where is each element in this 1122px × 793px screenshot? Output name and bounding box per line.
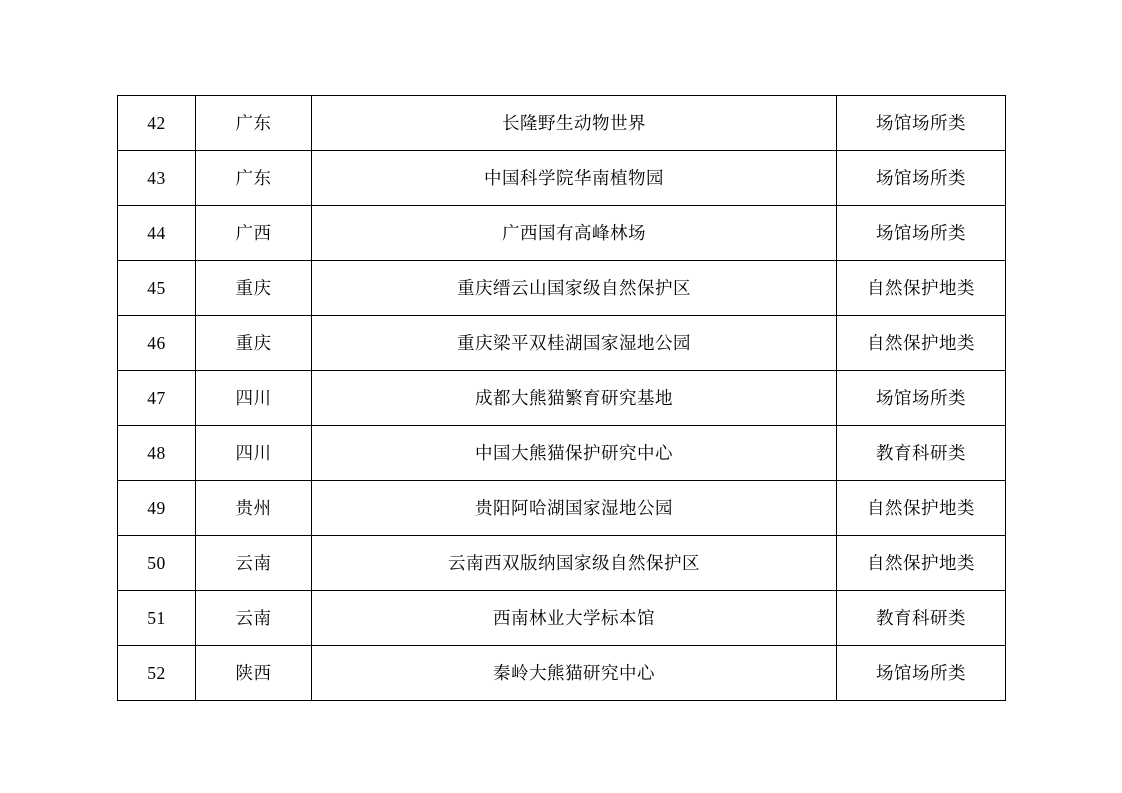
cell-region: 广东 — [196, 96, 312, 151]
cell-category: 自然保护地类 — [837, 481, 1006, 536]
cell-index: 50 — [118, 536, 196, 591]
cell-region: 重庆 — [196, 316, 312, 371]
cell-category: 自然保护地类 — [837, 536, 1006, 591]
table-row — [118, 261, 1006, 316]
cell-name: 成都大熊猫繁育研究基地 — [312, 371, 837, 426]
cell-category: 教育科研类 — [837, 426, 1006, 481]
cell-name: 长隆野生动物世界 — [312, 96, 837, 151]
cell-category: 场馆场所类 — [837, 371, 1006, 426]
table-row — [118, 536, 1006, 591]
cell-region: 贵州 — [196, 481, 312, 536]
table-row — [118, 371, 1006, 426]
cell-region: 广东 — [196, 151, 312, 206]
table-body — [118, 96, 1006, 701]
cell-region: 云南 — [196, 591, 312, 646]
cell-category: 自然保护地类 — [837, 261, 1006, 316]
listing-table — [117, 95, 1006, 701]
cell-region: 四川 — [196, 426, 312, 481]
table-row — [118, 206, 1006, 261]
cell-index: 43 — [118, 151, 196, 206]
cell-index: 51 — [118, 591, 196, 646]
cell-region: 四川 — [196, 371, 312, 426]
cell-name: 重庆缙云山国家级自然保护区 — [312, 261, 837, 316]
table-row — [118, 591, 1006, 646]
table-row — [118, 96, 1006, 151]
cell-region: 重庆 — [196, 261, 312, 316]
cell-index: 48 — [118, 426, 196, 481]
cell-index: 45 — [118, 261, 196, 316]
cell-name: 广西国有高峰林场 — [312, 206, 837, 261]
cell-name: 云南西双版纳国家级自然保护区 — [312, 536, 837, 591]
cell-region: 陕西 — [196, 646, 312, 701]
cell-name: 秦岭大熊猫研究中心 — [312, 646, 837, 701]
cell-index: 42 — [118, 96, 196, 151]
cell-category: 教育科研类 — [837, 591, 1006, 646]
table-row — [118, 646, 1006, 701]
table-row — [118, 426, 1006, 481]
table-row — [118, 316, 1006, 371]
table-row — [118, 481, 1006, 536]
table-container — [117, 95, 1005, 701]
cell-name: 贵阳阿哈湖国家湿地公园 — [312, 481, 837, 536]
cell-index: 52 — [118, 646, 196, 701]
cell-index: 49 — [118, 481, 196, 536]
cell-category: 自然保护地类 — [837, 316, 1006, 371]
cell-name: 中国科学院华南植物园 — [312, 151, 837, 206]
cell-index: 44 — [118, 206, 196, 261]
cell-name: 重庆梁平双桂湖国家湿地公园 — [312, 316, 837, 371]
cell-index: 47 — [118, 371, 196, 426]
cell-category: 场馆场所类 — [837, 96, 1006, 151]
cell-region: 云南 — [196, 536, 312, 591]
cell-name: 西南林业大学标本馆 — [312, 591, 837, 646]
cell-name: 中国大熊猫保护研究中心 — [312, 426, 837, 481]
cell-category: 场馆场所类 — [837, 206, 1006, 261]
table-row — [118, 151, 1006, 206]
cell-index: 46 — [118, 316, 196, 371]
cell-category: 场馆场所类 — [837, 151, 1006, 206]
cell-category: 场馆场所类 — [837, 646, 1006, 701]
cell-region: 广西 — [196, 206, 312, 261]
